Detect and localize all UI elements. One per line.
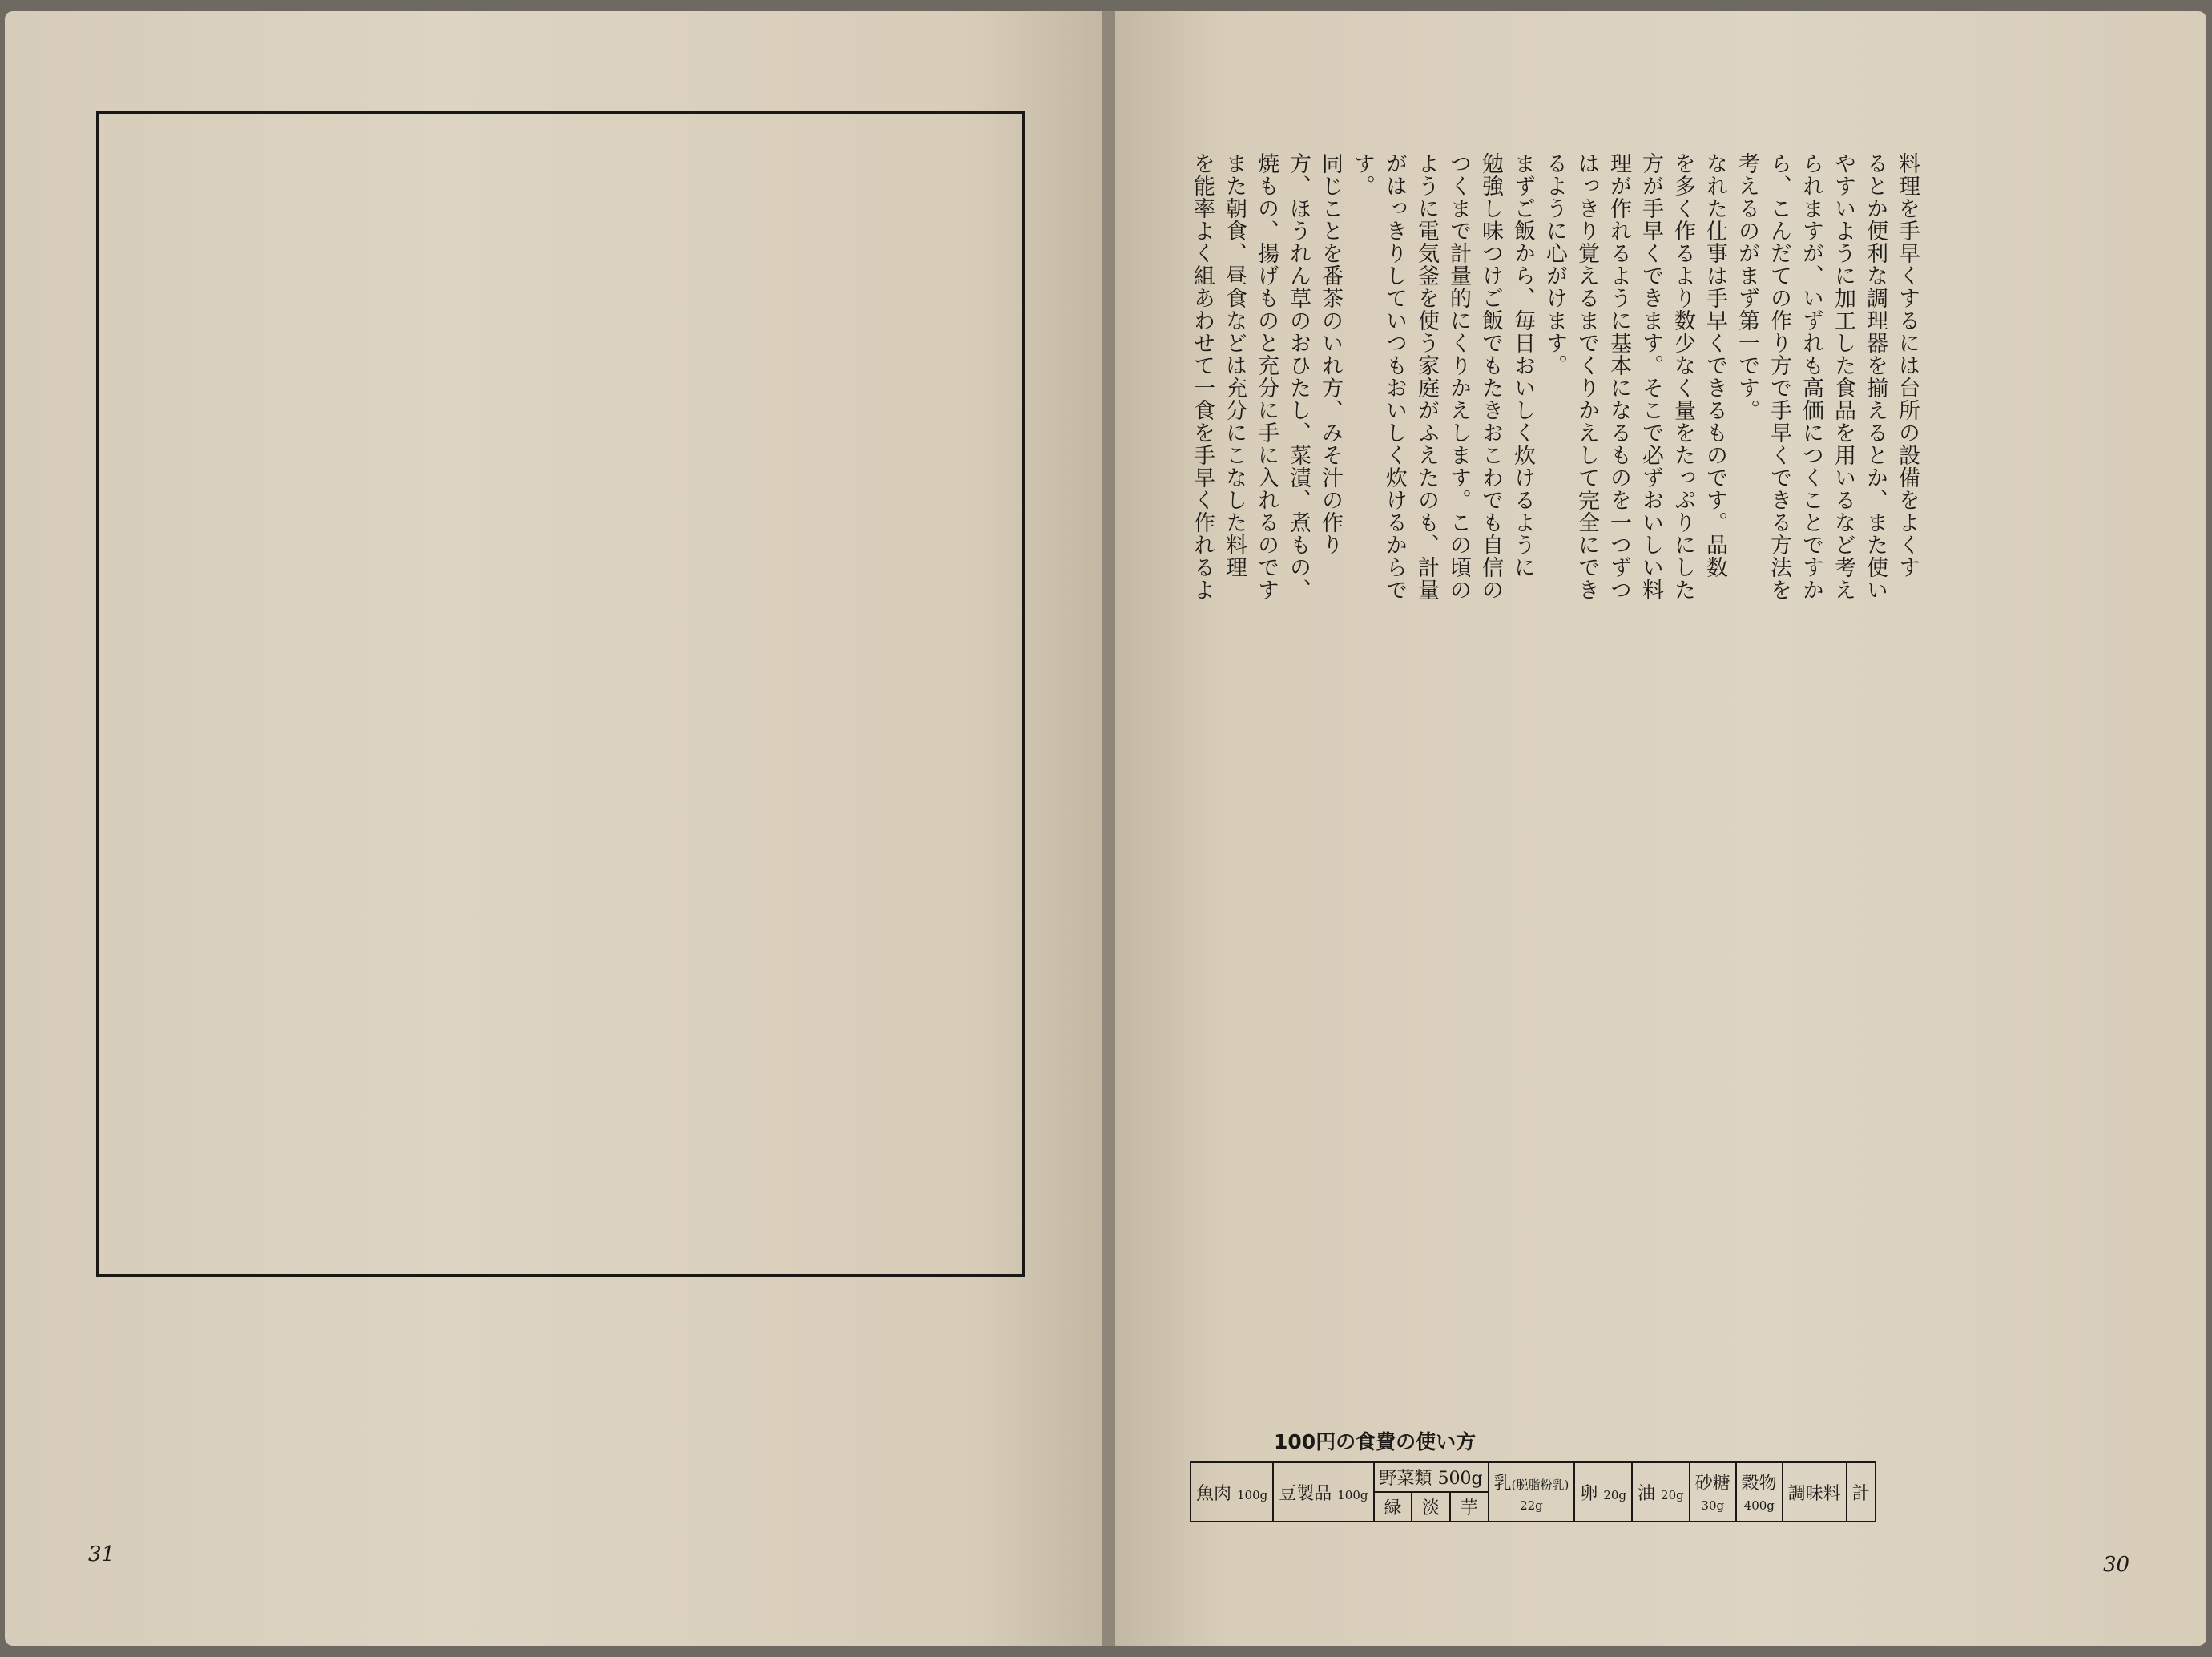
text-line: がはっきりしていつもおいしく炊けるからで: [1382, 152, 1407, 601]
text-line: 勉強し味つけご飯でもたきおこわでも自信の: [1478, 152, 1503, 601]
page-number-right: 30: [2103, 1553, 2130, 1577]
expense-header-seasoning: 調味料: [1783, 1462, 1847, 1522]
expense-header-milk: 乳(脱脂粉乳) 22g: [1489, 1462, 1575, 1522]
expense-header-fish: 魚肉 100g: [1191, 1462, 1273, 1522]
expense-header-oil: 油 20g: [1632, 1462, 1690, 1522]
expense-header-total: 計: [1847, 1462, 1876, 1522]
expense-header-veg-light: 淡: [1412, 1492, 1450, 1522]
text-line: す。: [1350, 152, 1375, 197]
expense-header-veg-potato: 芋: [1450, 1492, 1489, 1522]
text-line: 焼もの、揚げものと充分に手に入れるのです: [1254, 152, 1279, 601]
text-line: また朝食、昼食などは充分にこなした料理: [1222, 152, 1247, 579]
page-number-left: 31: [88, 1542, 115, 1566]
text-line: まずご飯から、毎日おいしく炊けるように: [1510, 152, 1535, 579]
text-line: を多く作るより数少なく量をたっぷりにした: [1670, 152, 1695, 601]
menu-table: [96, 111, 1025, 1277]
text-line: 考えるのがまず第一です。: [1735, 152, 1759, 421]
text-line: 理が作れるように基本になるものを一つずつ: [1606, 152, 1631, 601]
expense-header-egg: 卵 20g: [1574, 1462, 1632, 1522]
text-line: やすいように加工した食品を用いるなど考え: [1831, 152, 1855, 601]
text-line: はっきり覚えるまでくりかえして完全にでき: [1574, 152, 1599, 601]
text-line: を能率よく組あわせて一食を手早く作れるよ: [1190, 152, 1215, 601]
expense-header-veg-green: 緑: [1374, 1492, 1412, 1522]
text-line: ように電気釜を使う家庭がふえたのも、計量: [1414, 152, 1439, 601]
text-line: 同じことを番茶のいれ方、みそ汁の作り: [1318, 152, 1343, 556]
text-line: ら、こんだての作り方で手早くできる方法を: [1767, 152, 1791, 601]
text-line: 方、ほうれん草のおひたし、菜漬、煮もの、: [1286, 152, 1311, 601]
text-line: 料理を手早くするには台所の設備をよくす: [1895, 152, 1920, 579]
book-gutter: [1102, 11, 1115, 1646]
expense-header-veg: 野菜類 500g: [1374, 1462, 1489, 1492]
expense-header-sugar: 砂糖 30g: [1690, 1462, 1736, 1522]
right-column-1: [1186, 152, 1923, 601]
text-line: るとか便利な調理器を揃えるとか、また使い: [1863, 152, 1888, 601]
expense-header-grain: 穀物 400g: [1736, 1462, 1783, 1522]
expense-table: [1190, 1461, 1876, 1522]
text-line: 方が手早くできます。そこで必ずおいしい料: [1638, 152, 1663, 601]
expense-table-title: 100円の食費の使い方: [1274, 1430, 1477, 1453]
text-line: なれた仕事は手早くできるものです。品数: [1702, 152, 1727, 579]
expense-header-bean: 豆製品 100g: [1273, 1462, 1373, 1522]
text-line: るように心がけます。: [1542, 152, 1567, 377]
text-line: つくまで計量的にくりかえします。この頃の: [1446, 152, 1471, 601]
text-line: られますが、いずれも高価につくことですか: [1799, 152, 1823, 601]
